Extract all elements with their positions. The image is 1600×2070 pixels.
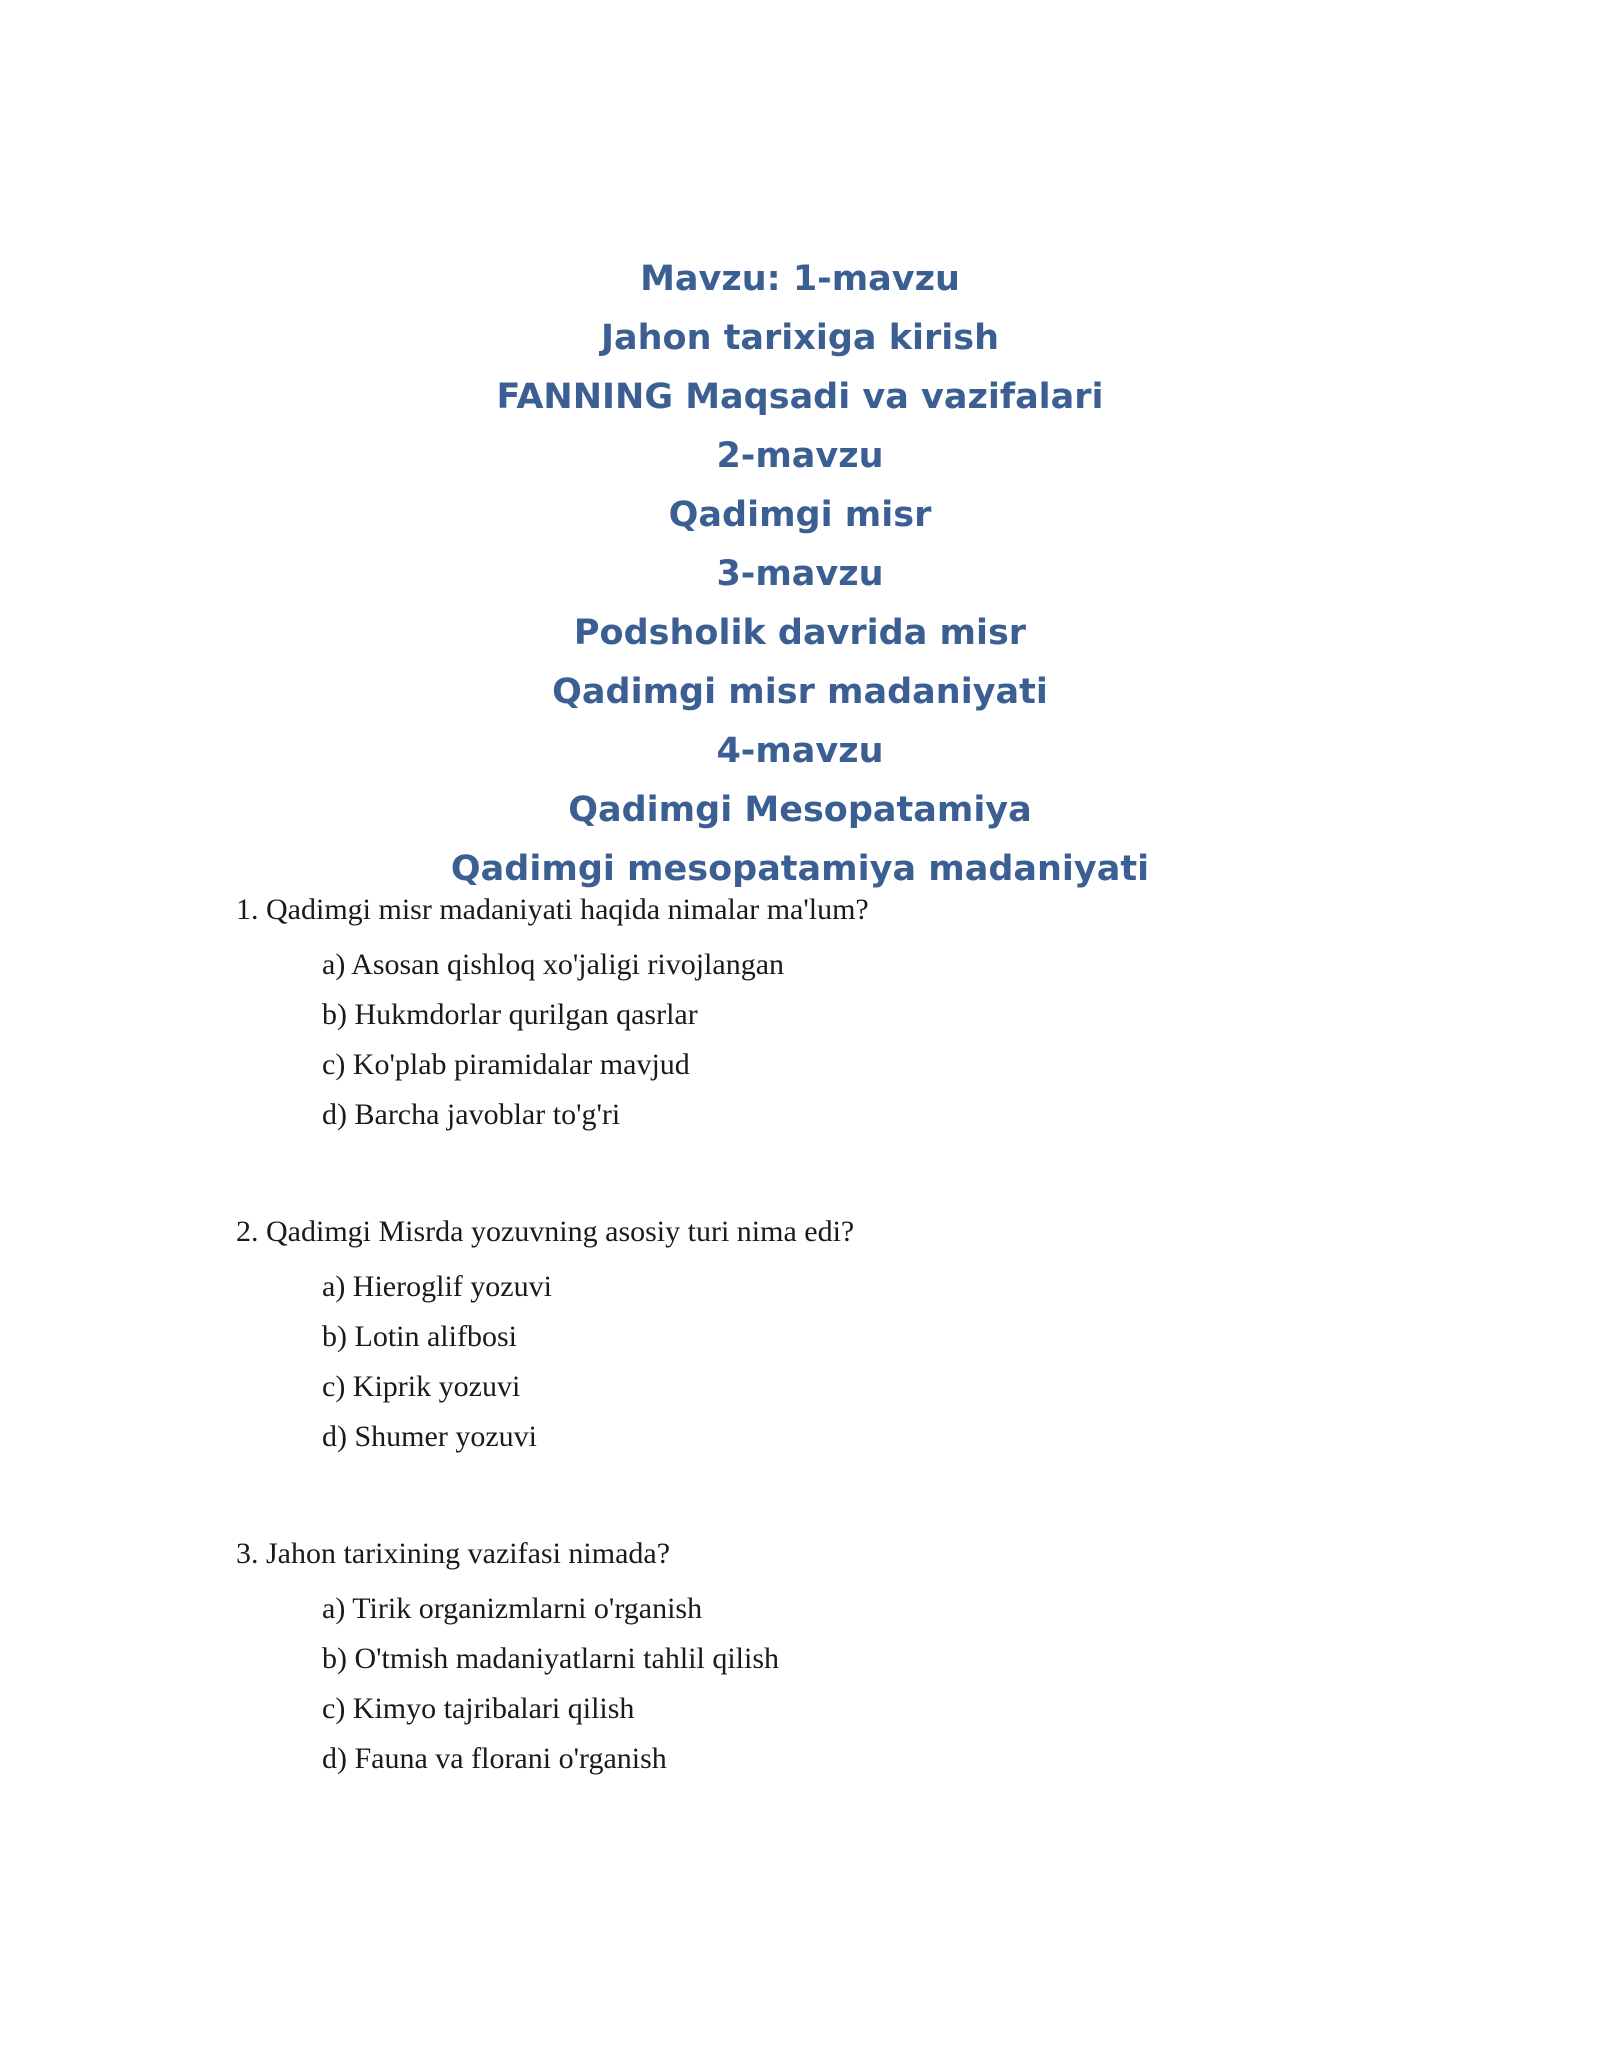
answer-option-d: d) Shumer yozuvi (322, 1420, 537, 1453)
topic-heading: 4-mavzu (716, 731, 884, 771)
answer-option-c: c) Kiprik yozuvi (322, 1370, 521, 1403)
answer-option-b: b) Hukmdorlar qurilgan qasrlar (322, 998, 698, 1031)
answer-options (236, 940, 1436, 1140)
topic-heading: FANNING Maqsadi va vazifalari (496, 377, 1104, 417)
answer-option-c: c) Kimyo tajribalari qilish (322, 1692, 635, 1725)
topic-heading: Qadimgi misr (668, 495, 932, 535)
topic-heading: Qadimgi misr madaniyati (552, 672, 1048, 712)
question-text: 1. Qadimgi misr madaniyati haqida nimalar ma'lum? (236, 893, 869, 926)
answer-option-c: c) Ko'plab piramidalar mavjud (322, 1048, 690, 1081)
topic-heading: Jahon tarixiga kirish (600, 318, 1000, 358)
question-item (236, 1212, 1436, 1462)
answer-options (236, 1262, 1436, 1462)
answer-options (236, 1584, 1436, 1784)
answer-option-d: d) Fauna va florani o'rganish (322, 1742, 667, 1775)
quiz-questions (236, 890, 1436, 1856)
topic-heading: Podsholik davrida misr (573, 613, 1027, 653)
topic-heading: Qadimgi mesopatamiya madaniyati (450, 849, 1150, 889)
answer-option-d: d) Barcha javoblar to'g'ri (322, 1098, 621, 1131)
question-text: 2. Qadimgi Misrda yozuvning asosiy turi nima edi? (236, 1215, 855, 1248)
answer-option-b: b) O'tmish madaniyatlarni tahlil qilish (322, 1642, 780, 1675)
topic-heading: 2-mavzu (716, 436, 884, 476)
answer-option-a: a) Tirik organizmlarni o'rganish (322, 1592, 703, 1625)
topic-heading: 3-mavzu (716, 554, 884, 594)
topic-headings (0, 250, 1600, 899)
question-text: 3. Jahon tarixining vazifasi nimada? (236, 1537, 671, 1570)
answer-option-a: a) Hieroglif yozuvi (322, 1270, 552, 1303)
question-item (236, 890, 1436, 1140)
topic-heading: Mavzu: 1-mavzu (640, 259, 960, 299)
answer-option-b: b) Lotin alifbosi (322, 1320, 517, 1353)
question-item (236, 1534, 1436, 1784)
topic-heading: Qadimgi Mesopatamiya (568, 790, 1032, 830)
answer-option-a: a) Asosan qishloq xo'jaligi rivojlangan (322, 948, 785, 981)
